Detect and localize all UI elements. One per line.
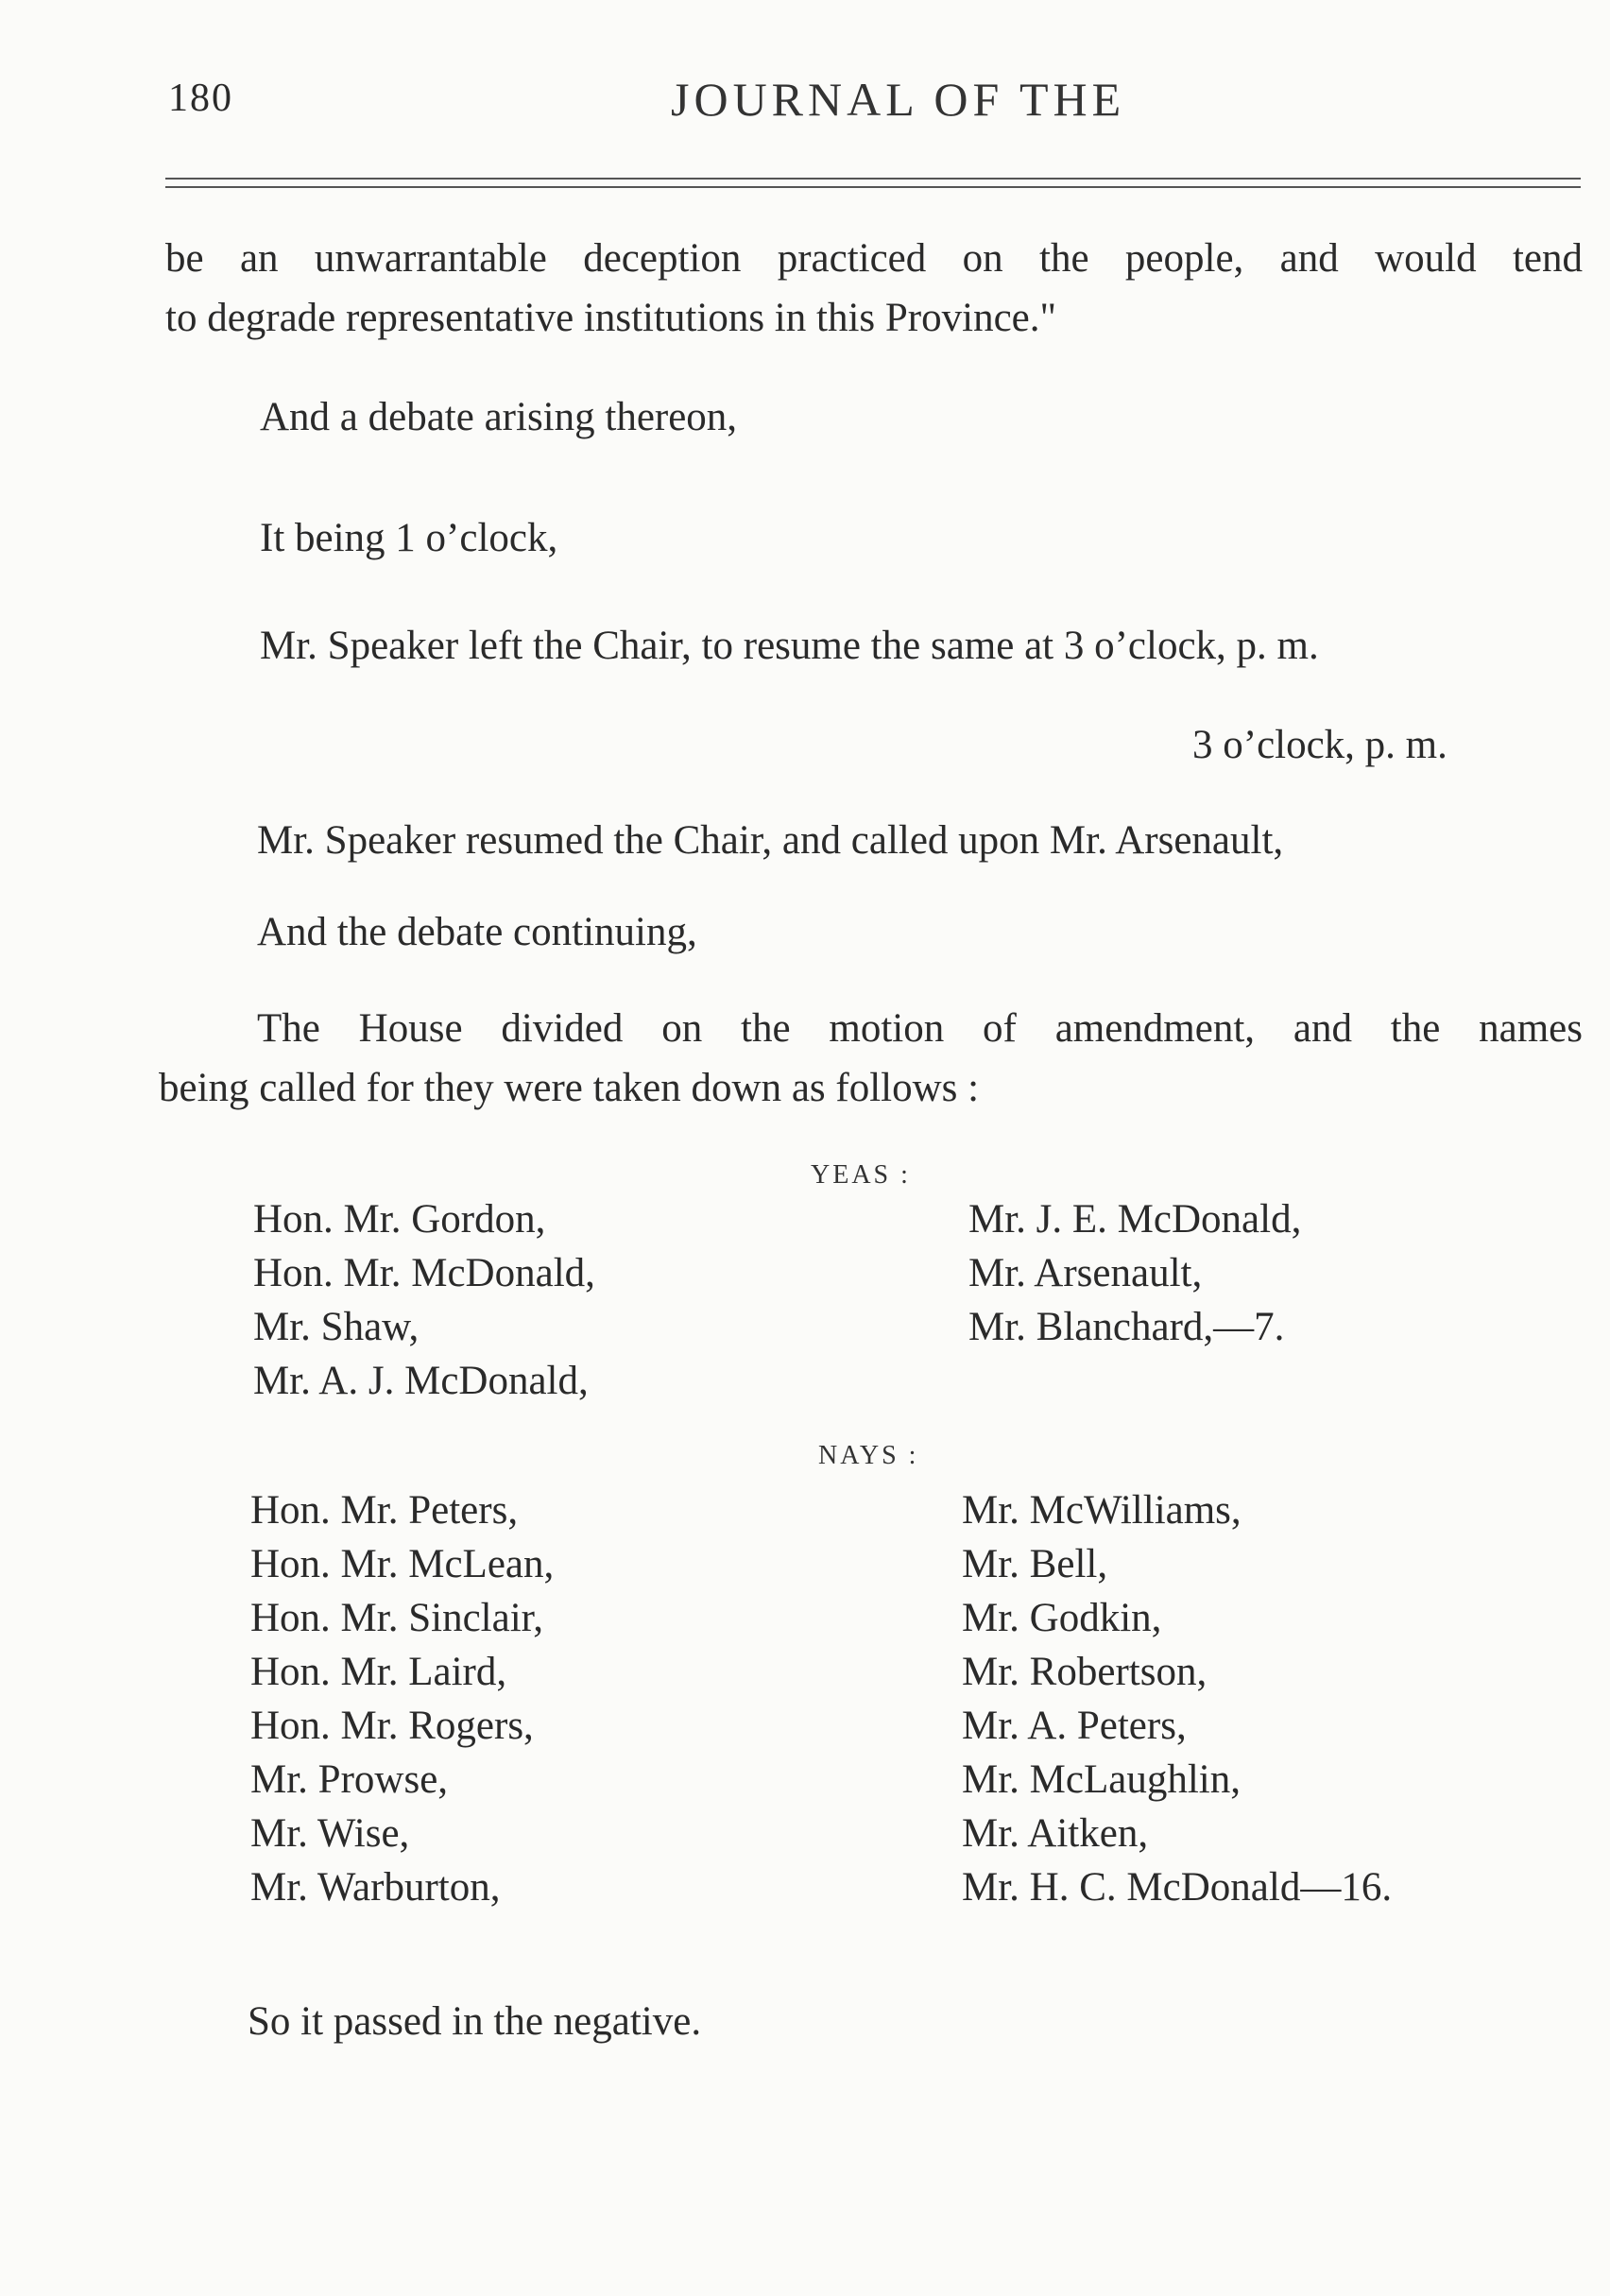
member-name: Hon. Mr. Sinclair, (250, 1596, 544, 1640)
speaker-left-chair: Mr. Speaker left the Chair, to resume the same at 3 o’clock, p. m. (260, 624, 1319, 668)
member-name: Mr. Aitken, (962, 1811, 1149, 1856)
yeas-heading: YEAS : (811, 1160, 911, 1190)
debate-arising: And a debate arising thereon, (260, 395, 738, 439)
quote-line-2: to degrade representative institutions in this Province." (165, 296, 1057, 340)
header-rule-bottom (165, 186, 1581, 188)
member-name: Mr. Bell, (962, 1542, 1108, 1586)
nays-heading: NAYS : (818, 1441, 919, 1470)
page-number: 180 (168, 77, 233, 120)
yeas-left-list (253, 1192, 595, 1408)
yeas-right-list (968, 1192, 1301, 1354)
quote-line-1: be an unwarrantable deception practiced on the people, and would tend (165, 236, 1583, 281)
member-name: Hon. Mr. Peters, (250, 1488, 519, 1533)
running-head: JOURNAL OF THE (671, 73, 1126, 126)
member-name: Mr. McWilliams, (962, 1488, 1242, 1533)
member-name: Mr. Warburton, (250, 1865, 501, 1910)
debate-continuing: And the debate continuing, (257, 910, 697, 954)
member-name: Mr. H. C. McDonald—16. (962, 1865, 1393, 1910)
member-name: Mr. Godkin, (962, 1596, 1162, 1640)
result-line: So it passed in the negative. (248, 1999, 702, 2044)
member-name: Hon. Mr. Gordon, (253, 1197, 546, 1242)
member-name: Mr. Shaw, (253, 1305, 420, 1349)
nays-left-list (250, 1483, 554, 1914)
division-line-2: being called for they were taken down as follows : (159, 1066, 980, 1110)
nays-right-list (962, 1483, 1392, 1914)
member-name: Hon. Mr. Rogers, (250, 1704, 534, 1748)
member-name: Mr. J. E. McDonald, (968, 1197, 1302, 1242)
member-name: Mr. Blanchard,—7. (968, 1305, 1285, 1349)
member-name: Mr. Prowse, (250, 1757, 449, 1802)
member-name: Hon. Mr. McDonald, (253, 1251, 595, 1295)
member-name: Mr. A. J. McDonald, (253, 1359, 589, 1403)
header-rule-top (165, 178, 1581, 180)
member-name: Mr. Arsenault, (968, 1251, 1203, 1295)
member-name: Mr. Robertson, (962, 1650, 1208, 1694)
speaker-resumed: Mr. Speaker resumed the Chair, and called upon Mr. Arsenault, (257, 818, 1284, 863)
time-heading: 3 o’clock, p. m. (1192, 723, 1447, 767)
one-oclock: It being 1 o’clock, (260, 516, 558, 560)
page-header (168, 68, 1584, 134)
member-name: Mr. McLaughlin, (962, 1757, 1241, 1802)
member-name: Hon. Mr. McLean, (250, 1542, 555, 1586)
member-name: Hon. Mr. Laird, (250, 1650, 507, 1694)
member-name: Mr. Wise, (250, 1811, 410, 1856)
division-line-1: The House divided on the motion of amendment, and the names (257, 1006, 1583, 1051)
member-name: Mr. A. Peters, (962, 1704, 1187, 1748)
